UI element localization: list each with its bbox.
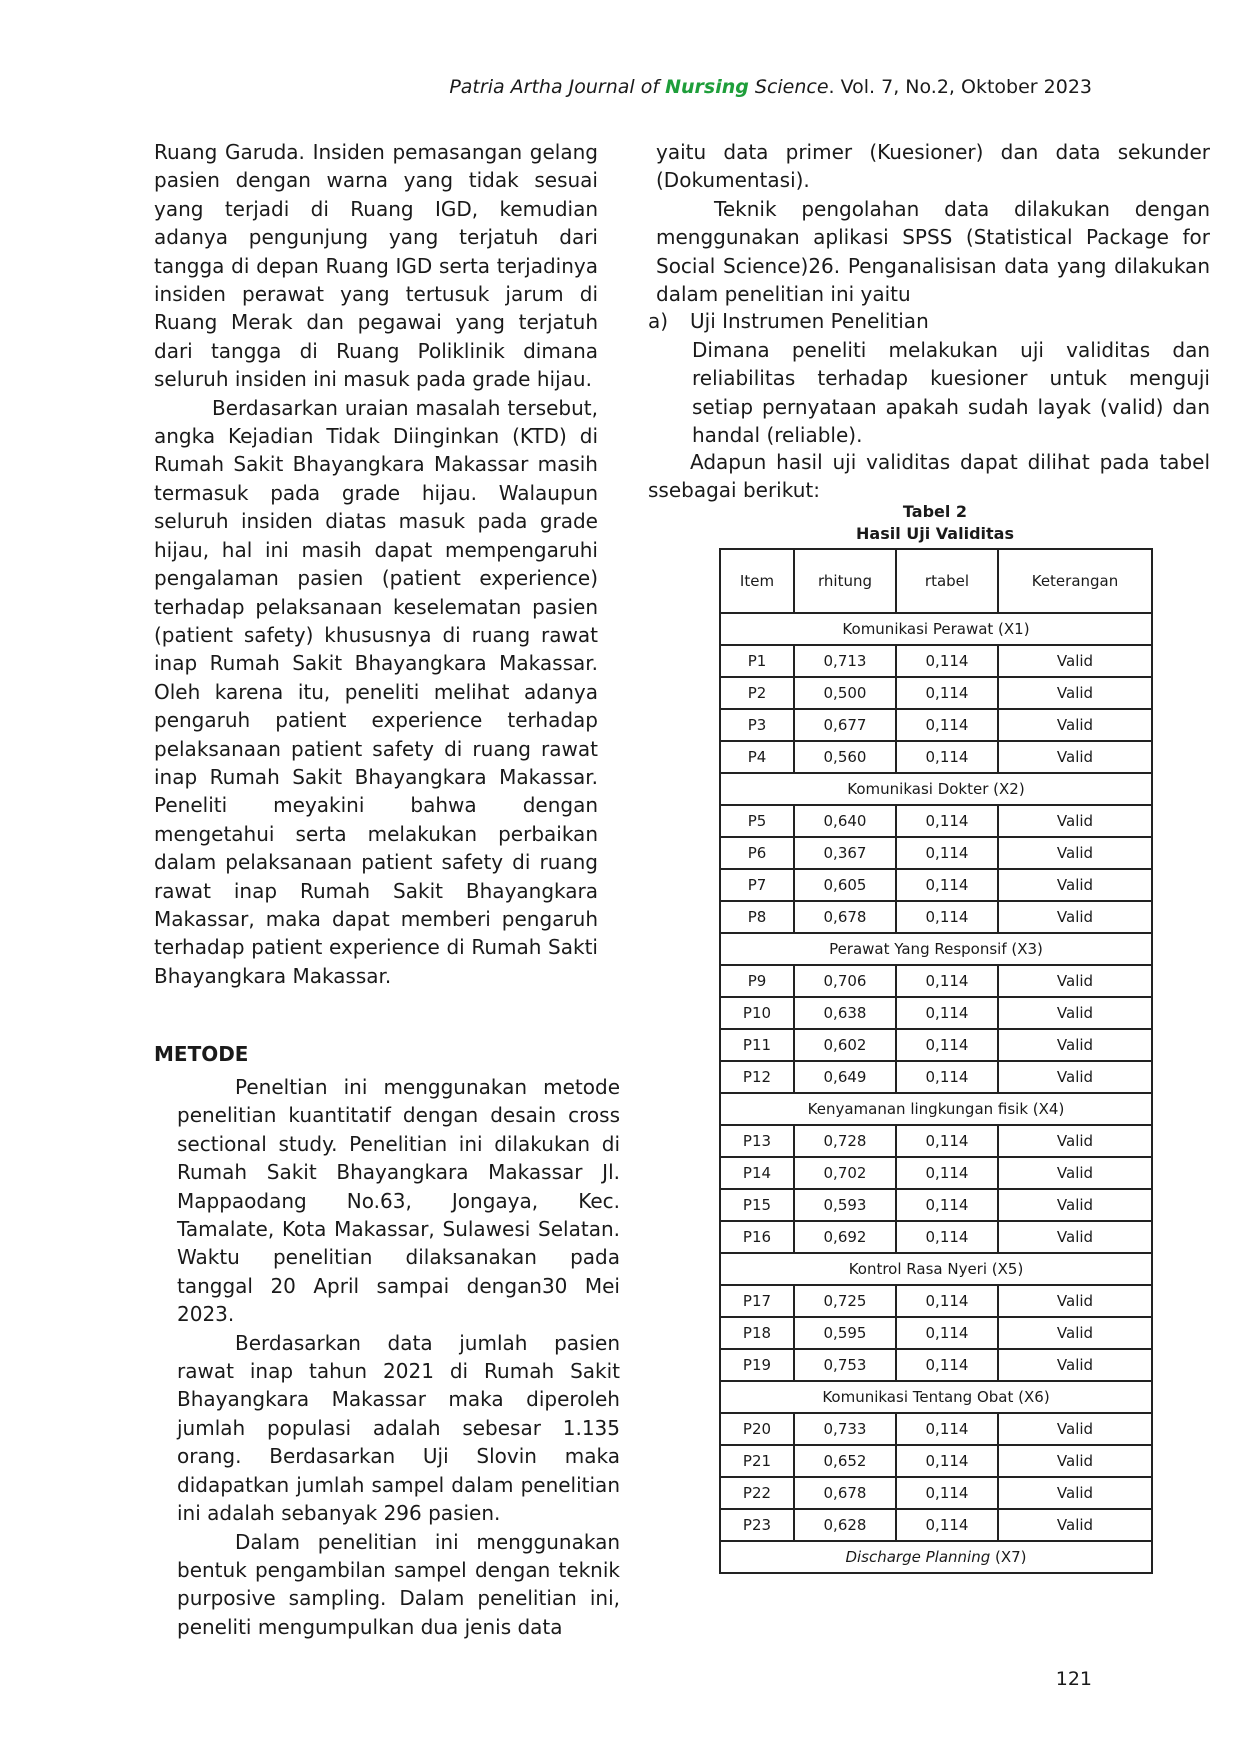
table-row — [720, 1157, 1152, 1189]
table-cell: 0,114 — [896, 677, 998, 709]
table-cell: Valid — [998, 837, 1152, 869]
table-cell: Valid — [998, 869, 1152, 901]
table-cell: Valid — [998, 1509, 1152, 1541]
table-cell: 0,114 — [896, 1285, 998, 1317]
table-row — [720, 1413, 1152, 1445]
table-cell: Valid — [998, 997, 1152, 1029]
table-cell: 0,114 — [896, 645, 998, 677]
table-row — [720, 645, 1152, 677]
table-cell: P14 — [720, 1157, 794, 1189]
table-body — [720, 613, 1152, 1573]
table-cell: P9 — [720, 965, 794, 997]
table-row — [720, 741, 1152, 773]
table-cell: 0,652 — [794, 1445, 896, 1477]
table-cell: 0,367 — [794, 837, 896, 869]
table-row — [720, 1061, 1152, 1093]
table-cell: 0,114 — [896, 965, 998, 997]
table-cell: 0,638 — [794, 997, 896, 1029]
table-cell: 0,114 — [896, 1349, 998, 1381]
body-paragraph: Berdasarkan uraian masalah tersebut, angka Kejadian Tidak Diinginkan (KTD) di Rumah Sakit Bhayangkara Makassar masih termasuk pada grade hijau. Walaupun seluruh insiden diatas masuk pada grade hijau, hal ini masih dapat mempengaruhi pengalaman pasien (patient experience) terhadap pelaksanaan keselematan pasien (patient safety) khususnya di ruang rawat inap Rumah Sakit Bhayangkara Makassar. Oleh karena itu, peneliti melihat adanya pengaruh patient experience terhadap pelaksanaan patient safety di ruang rawat inap Rumah Sakit Bhayangkara Makassar. Peneliti meyakini bahwa dengan mengetahui serta melakukan perbaikan dalam pelaksanaan patient safety di ruang rawat inap Rumah Sakit Bhayangkara Makassar, maka dapat memberi pengaruh terhadap patient experience di Rumah Sakti Bhayangkara Makassar. — [154, 395, 598, 988]
subsection-title — [648, 307, 1210, 335]
table-group-row — [720, 1541, 1152, 1573]
table-cell: P7 — [720, 869, 794, 901]
journal-name-highlight: Nursing — [665, 76, 749, 98]
table-row — [720, 1349, 1152, 1381]
table-cell: P20 — [720, 1413, 794, 1445]
table-cell: 0,692 — [794, 1221, 896, 1253]
table-cell: P22 — [720, 1477, 794, 1509]
table-cell: 0,595 — [794, 1317, 896, 1349]
group-title: Komunikasi Tentang Obat (X6) — [720, 1381, 1152, 1413]
right-column-top — [656, 138, 1210, 308]
table-cell: Valid — [998, 741, 1152, 773]
table-group-row — [720, 1093, 1152, 1125]
table-caption-number: Tabel 2 — [902, 502, 968, 521]
table-cell: 0,728 — [794, 1125, 896, 1157]
table-cell: 0,114 — [896, 1189, 998, 1221]
group-title: Kenyamanan lingkungan fisik (X4) — [720, 1093, 1152, 1125]
table-cell: 0,753 — [794, 1349, 896, 1381]
table-row — [720, 1221, 1152, 1253]
table-cell: 0,114 — [896, 1445, 998, 1477]
table-cell: 0,605 — [794, 869, 896, 901]
table-row — [720, 1125, 1152, 1157]
table-cell: P19 — [720, 1349, 794, 1381]
table-cell: P17 — [720, 1285, 794, 1317]
section-heading-metode: METODE — [154, 1042, 249, 1066]
table-cell: 0,114 — [896, 709, 998, 741]
table-cell: P15 — [720, 1189, 794, 1221]
table-row — [720, 869, 1152, 901]
table-cell: P1 — [720, 645, 794, 677]
table-cell: 0,114 — [896, 1413, 998, 1445]
page-number: 121 — [1055, 1668, 1092, 1690]
table-cell: P3 — [720, 709, 794, 741]
table-header-row — [720, 549, 1152, 613]
table-cell: P18 — [720, 1317, 794, 1349]
table-cell: Valid — [998, 709, 1152, 741]
table-cell: Valid — [998, 1157, 1152, 1189]
table-cell: P12 — [720, 1061, 794, 1093]
group-title: Komunikasi Perawat (X1) — [720, 613, 1152, 645]
table-cell: 0,702 — [794, 1157, 896, 1189]
subsection-label: Uji Instrumen Penelitian — [690, 309, 929, 333]
table-cell: P21 — [720, 1445, 794, 1477]
body-paragraph: Teknik pengolahan data dilakukan dengan menggunakan aplikasi SPSS (Statistical Package for Social Science)26. Penganalisisan data yang dilakukan dalam penelitian ini yaitu — [656, 196, 1210, 307]
table-cell: Valid — [998, 1477, 1152, 1509]
table-cell: 0,500 — [794, 677, 896, 709]
group-title: Komunikasi Dokter (X2) — [720, 773, 1152, 805]
table-cell: 0,706 — [794, 965, 896, 997]
table-cell: P6 — [720, 837, 794, 869]
table-cell: Valid — [998, 1061, 1152, 1093]
body-paragraph: Ruang Garuda. Insiden pemasangan gelang pasien dengan warna yang tidak sesuai yang terjadi di Ruang IGD, kemudian adanya pengunjung yang terjatuh dari tangga di depan Ruang IGD serta terjadinya insiden perawat yang tertusuk jarum di Ruang Merak dan pegawai yang terjatuh dari tangga di Ruang Poliklinik dimana seluruh insiden ini masuk pada grade hijau. — [154, 140, 598, 392]
table-row — [720, 677, 1152, 709]
table-cell: P5 — [720, 805, 794, 837]
left-column-bottom — [177, 1073, 620, 1641]
table-cell: 0,114 — [896, 837, 998, 869]
table-cell: Valid — [998, 965, 1152, 997]
body-paragraph: Dalam penelitian ini menggunakan bentuk pengambilan sampel dengan teknik purposive sampling. Dalam penelitian ini, peneliti mengumpulkan dua jenis data — [177, 1529, 620, 1639]
table-row — [720, 709, 1152, 741]
column-header: Keterangan — [998, 549, 1152, 613]
table-caption-title: Hasil Uji Validitas — [856, 524, 1014, 543]
table-row — [720, 1477, 1152, 1509]
table-cell: 0,560 — [794, 741, 896, 773]
table-row — [720, 805, 1152, 837]
table-cell: Valid — [998, 805, 1152, 837]
table-cell: 0,640 — [794, 805, 896, 837]
table-cell: Valid — [998, 1029, 1152, 1061]
table-group-row — [720, 613, 1152, 645]
table-group-row — [720, 933, 1152, 965]
table-cell: 0,114 — [896, 805, 998, 837]
table-cell: 0,713 — [794, 645, 896, 677]
column-header: rtabel — [896, 549, 998, 613]
column-header: Item — [720, 549, 794, 613]
table-cell: 0,114 — [896, 869, 998, 901]
table-cell: 0,114 — [896, 1061, 998, 1093]
table-cell: P11 — [720, 1029, 794, 1061]
table-cell: P4 — [720, 741, 794, 773]
table-cell: 0,733 — [794, 1413, 896, 1445]
table-cell: 0,114 — [896, 741, 998, 773]
table-row — [720, 901, 1152, 933]
table-cell: 0,628 — [794, 1509, 896, 1541]
body-paragraph: Peneltian ini menggunakan metode penelitian kuantitatif dengan desain cross sectional study. Penelitian ini dilakukan di Rumah Sakit Bhayangkara Makassar Jl. Mappaodang No.63, Jongaya, Kec. Tamalate, Kota Makassar, Sulawesi Selatan. Waktu penelitian dilaksanakan pada tanggal 20 April sampai dengan30 Mei 2023. — [177, 1075, 620, 1327]
journal-issue: . Vol. 7, No.2, Oktober 2023 — [828, 76, 1092, 98]
left-column-top — [154, 138, 598, 990]
body-paragraph: Adapun hasil uji validitas dapat dilihat pada tabel ssebagai berikut: — [648, 450, 1210, 503]
table-cell: 0,114 — [896, 901, 998, 933]
table-cell: 0,114 — [896, 1029, 998, 1061]
group-title — [720, 1541, 1152, 1573]
table-row — [720, 1029, 1152, 1061]
group-title-suffix: (X7) — [990, 1548, 1027, 1566]
table-group-row — [720, 1253, 1152, 1285]
table-cell: P2 — [720, 677, 794, 709]
running-header — [449, 76, 1092, 98]
list-marker: a) — [648, 309, 669, 333]
right-column-sub — [692, 336, 1210, 450]
table-cell: Valid — [998, 901, 1152, 933]
table-row — [720, 1189, 1152, 1221]
table-cell: 0,114 — [896, 997, 998, 1029]
group-title: Perawat Yang Responsif (X3) — [720, 933, 1152, 965]
body-paragraph: yaitu data primer (Kuesioner) dan data sekunder (Dokumentasi). — [656, 140, 1210, 193]
table-cell: 0,678 — [794, 1477, 896, 1509]
table-row — [720, 1317, 1152, 1349]
table-cell: 0,114 — [896, 1157, 998, 1189]
validity-table — [719, 548, 1153, 1574]
table-cell: 0,678 — [794, 901, 896, 933]
table-group-row — [720, 1381, 1152, 1413]
table-cell: Valid — [998, 677, 1152, 709]
table-cell: 0,602 — [794, 1029, 896, 1061]
table-cell: Valid — [998, 1221, 1152, 1253]
table-cell: P23 — [720, 1509, 794, 1541]
journal-name-prefix: Patria Artha Journal of — [449, 76, 660, 98]
table-cell: Valid — [998, 1125, 1152, 1157]
table-cell: P8 — [720, 901, 794, 933]
table-cell: Valid — [998, 645, 1152, 677]
table-cell: Valid — [998, 1189, 1152, 1221]
table-cell: 0,114 — [896, 1221, 998, 1253]
group-title: Kontrol Rasa Nyeri (X5) — [720, 1253, 1152, 1285]
body-paragraph: Dimana peneliti melakukan uji validitas dan reliabilitas terhadap kuesioner untuk menguji setiap pernyataan apakah sudah layak (valid) dan handal (reliable). — [692, 338, 1210, 448]
table-cell: Valid — [998, 1285, 1152, 1317]
table-row — [720, 997, 1152, 1029]
table-cell: 0,114 — [896, 1509, 998, 1541]
table-cell: 0,649 — [794, 1061, 896, 1093]
table-cell: 0,677 — [794, 709, 896, 741]
table-row — [720, 1509, 1152, 1541]
table-cell: P16 — [720, 1221, 794, 1253]
table-cell: Valid — [998, 1413, 1152, 1445]
table-group-row — [720, 773, 1152, 805]
table-cell: 0,114 — [896, 1317, 998, 1349]
table-row — [720, 1445, 1152, 1477]
group-title-italic: Discharge Planning — [845, 1548, 991, 1566]
table-cell: 0,114 — [896, 1477, 998, 1509]
table-cell: 0,114 — [896, 1125, 998, 1157]
table-cell: 0,593 — [794, 1189, 896, 1221]
table-cell: P10 — [720, 997, 794, 1029]
table-row — [720, 1285, 1152, 1317]
table-row — [720, 965, 1152, 997]
right-column-lead — [648, 448, 1210, 505]
table-cell: Valid — [998, 1349, 1152, 1381]
journal-name-suffix: Science — [754, 76, 829, 98]
table-row — [720, 837, 1152, 869]
column-header: rhitung — [794, 549, 896, 613]
body-paragraph: Berdasarkan data jumlah pasien rawat inap tahun 2021 di Rumah Sakit Bhayangkara Makassar maka diperoleh jumlah populasi adalah sebesar 1.135 orang. Berdasarkan Uji Slovin maka didapatkan jumlah sampel dalam penelitian ini adalah sebanyak 296 pasien. — [177, 1330, 620, 1526]
table-cell: 0,725 — [794, 1285, 896, 1317]
table-cell: Valid — [998, 1445, 1152, 1477]
table-cell: P13 — [720, 1125, 794, 1157]
table-cell: Valid — [998, 1317, 1152, 1349]
